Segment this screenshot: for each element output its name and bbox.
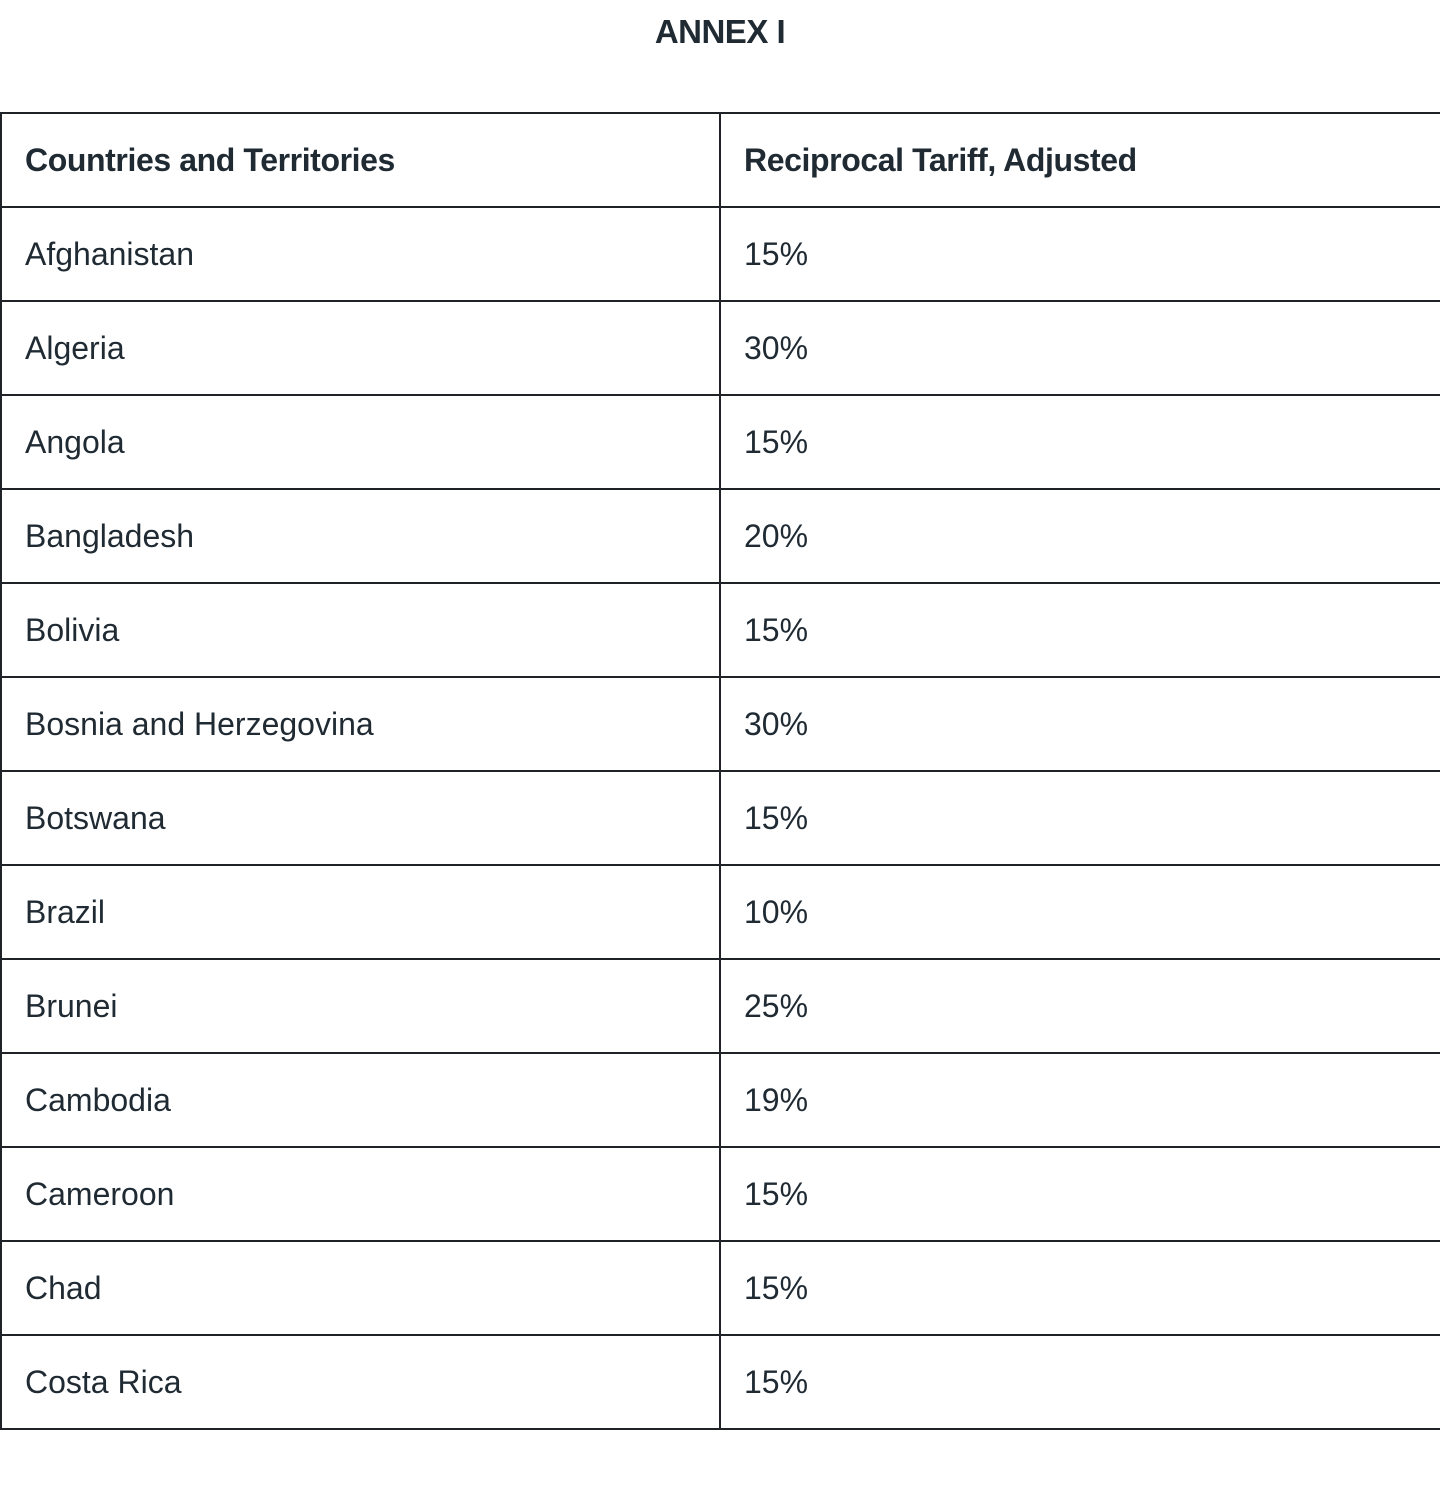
table-row: [1, 865, 1440, 959]
country-cell: Afghanistan: [1, 207, 720, 301]
table-row: [1, 959, 1440, 1053]
tariff-cell: 15%: [720, 395, 1440, 489]
table-row: [1, 207, 1440, 301]
tariff-cell: 15%: [720, 771, 1440, 865]
tariff-cell: 20%: [720, 489, 1440, 583]
tariff-cell: 15%: [720, 207, 1440, 301]
tariff-cell: 25%: [720, 959, 1440, 1053]
country-cell: Algeria: [1, 301, 720, 395]
table-row: [1, 1335, 1440, 1429]
country-cell: Cambodia: [1, 1053, 720, 1147]
tariff-table: [0, 112, 1440, 1430]
country-cell: Bolivia: [1, 583, 720, 677]
tariff-cell: 19%: [720, 1053, 1440, 1147]
tariff-cell: 15%: [720, 1241, 1440, 1335]
country-cell: Chad: [1, 1241, 720, 1335]
table-row: [1, 677, 1440, 771]
table-header-row: [1, 113, 1440, 207]
column-header-countries: Countries and Territories: [1, 113, 720, 207]
country-cell: Cameroon: [1, 1147, 720, 1241]
tariff-cell: 30%: [720, 677, 1440, 771]
country-cell: Costa Rica: [1, 1335, 720, 1429]
page-title: ANNEX I: [654, 13, 786, 50]
country-cell: Brazil: [1, 865, 720, 959]
table-row: [1, 1147, 1440, 1241]
country-cell: Botswana: [1, 771, 720, 865]
column-header-tariff: Reciprocal Tariff, Adjusted: [720, 113, 1440, 207]
table-row: [1, 395, 1440, 489]
tariff-cell: 10%: [720, 865, 1440, 959]
table-row: [1, 771, 1440, 865]
country-cell: Brunei: [1, 959, 720, 1053]
table-row: [1, 1053, 1440, 1147]
country-cell: Bangladesh: [1, 489, 720, 583]
table-row: [1, 489, 1440, 583]
country-cell: Angola: [1, 395, 720, 489]
country-cell: Bosnia and Herzegovina: [1, 677, 720, 771]
tariff-cell: 15%: [720, 1335, 1440, 1429]
table-row: [1, 1241, 1440, 1335]
table-row: [1, 301, 1440, 395]
tariff-cell: 15%: [720, 583, 1440, 677]
tariff-cell: 15%: [720, 1147, 1440, 1241]
table-row: [1, 583, 1440, 677]
tariff-cell: 30%: [720, 301, 1440, 395]
